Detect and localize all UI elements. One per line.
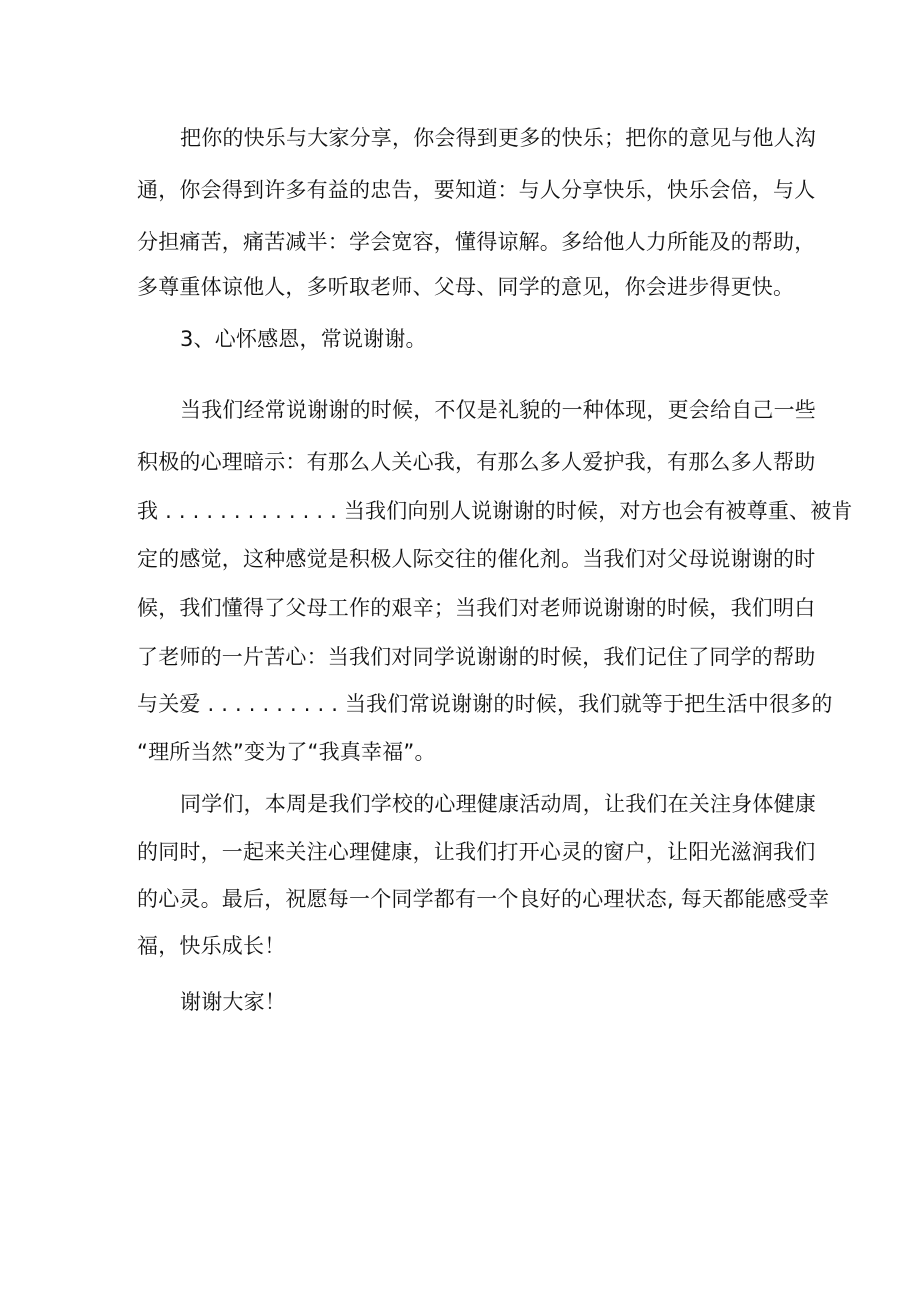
paragraph-closing-line-1: 同学们，本周是我们学校的心理健康活动周，让我们在关注身体健康 (180, 792, 816, 816)
paragraph-thanks-line-8: “理所当然”变为了“我真幸福”。 (137, 740, 436, 764)
paragraph-thanks-line-1: 当我们经常说谢谢的时候，不仅是礼貌的一种体现，更会给自己一些 (180, 398, 816, 422)
paragraph-thanks-line-7: 与关爱 . . . . . . . . . . 当我们常说谢谢的时候，我们就等于把生活中很多的 (137, 692, 833, 716)
paragraph-thanks-line-3: 我 . . . . . . . . . . . . . 当我们向别人说谢谢的时候，对方也会有被尊重、被肯 (137, 499, 853, 523)
paragraph-share-line-2: 通，你会得到许多有益的忠告，要知道：与人分享快乐，快乐会倍，与人 (137, 178, 816, 202)
paragraph-share-line-1: 把你的快乐与大家分享，你会得到更多的快乐；把你的意见与他人沟 (180, 126, 816, 150)
paragraph-closing-line-4: 福，快乐成长！ (137, 934, 286, 958)
paragraph-thanks-line-6: 了老师的一片苦心：当我们对同学说谢谢的时候，我们记住了同学的帮助 (137, 645, 816, 669)
section-heading-gratitude: 3、心怀感恩，常说谢谢。 (180, 327, 427, 351)
paragraph-thanks-line-4: 定的感觉，这种感觉是积极人际交往的催化剂。当我们对父母说谢谢的时 (137, 547, 816, 571)
paragraph-closing-line-3: 的心灵。最后，祝愿每一个同学都有一个良好的心理状态, 每天都能感受幸 (137, 887, 830, 911)
paragraph-thanks-line-2: 积极的心理暗示：有那么人关心我，有那么多人爱护我，有那么多人帮助 (137, 450, 816, 474)
paragraph-closing-line-2: 的同时，一起来关注心理健康，让我们打开心灵的窗户，让阳光滋润我们 (137, 840, 816, 864)
closing-thanks: 谢谢大家！ (180, 990, 286, 1014)
paragraph-share-line-4: 多尊重体谅他人，多听取老师、父母、同学的意见，你会进步得更快。 (137, 275, 795, 299)
paragraph-thanks-line-5: 候，我们懂得了父母工作的艰辛；当我们对老师说谢谢的时候，我们明白 (137, 596, 816, 620)
paragraph-share-line-3: 分担痛苦，痛苦减半：学会宽容，懂得谅解。多给他人力所能及的帮助， (137, 230, 816, 254)
